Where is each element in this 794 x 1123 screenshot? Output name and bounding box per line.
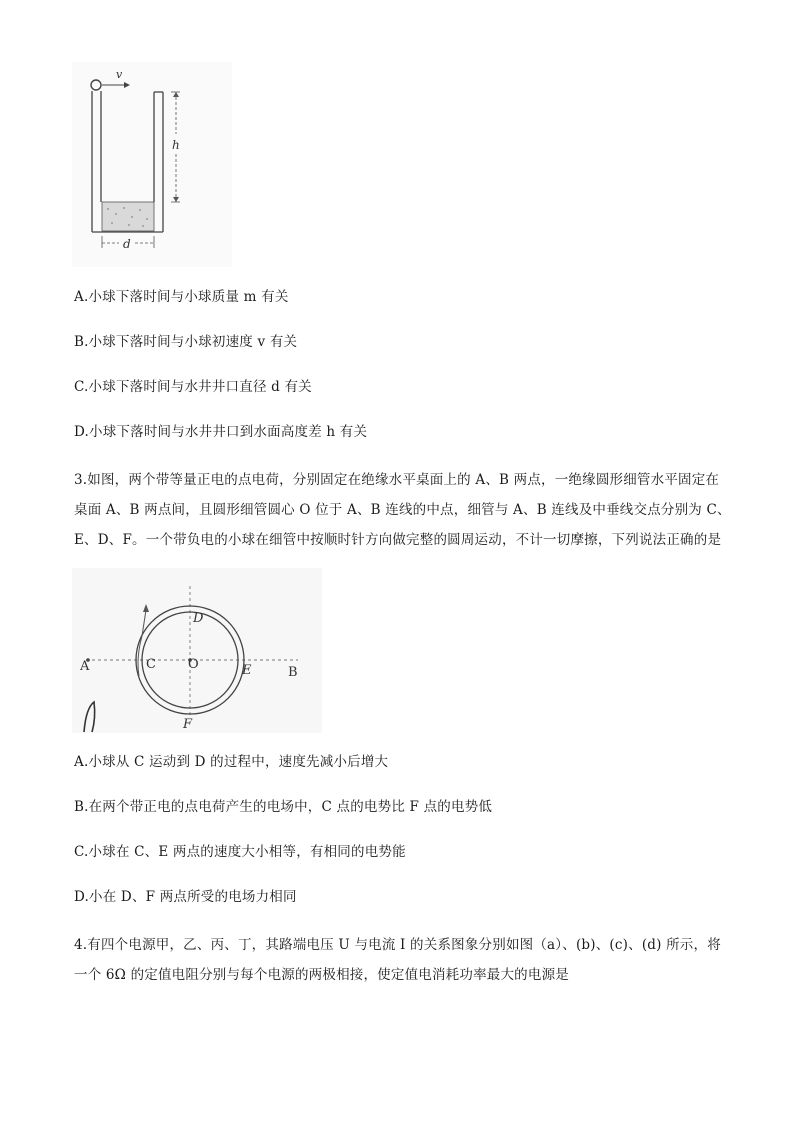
- q3-stem-line: 桌面 A、B 两点间，且圆形细管圆心 O 位于 A、B 连线的中点，细管与 A、B 连线及中垂线交点分别为 C、: [74, 502, 731, 518]
- q4-stem-line: 4.有四个电源甲，乙、丙、丁，其路端电压 U 与电流 I 的关系图象分别如图（a）、(b)、(c)、(d) 所示，将: [74, 937, 721, 953]
- label-a: A: [80, 659, 90, 674]
- q3-option-d: D.小在 D、F 两点所受的电场力相同: [74, 889, 297, 905]
- label-h: h: [172, 138, 180, 152]
- label-c: C: [146, 657, 156, 672]
- well-diagram: [72, 62, 232, 267]
- q4-stem-line: 一个 6Ω 的定值电阻分别与每个电源的两极相接，使定值电消耗功率最大的电源是: [74, 967, 569, 983]
- q2-option-d: D.小球下落时间与水井井口到水面高度差 h 有关: [74, 424, 368, 440]
- label-b: B: [288, 665, 298, 680]
- q3-option-b: B.在两个带正电的点电荷产生的电场中，C 点的电势比 F 点的电势低: [74, 799, 493, 815]
- q2-option-b: B.小球下落时间与小球初速度 v 有关: [74, 334, 298, 350]
- q3-option-a: A.小球从 C 运动到 D 的过程中，速度先减小后增大: [74, 754, 389, 770]
- q2-option-c: C.小球下落时间与水井井口直径 d 有关: [74, 379, 312, 395]
- q3-stem-line: 3.如图，两个带等量正电的点电荷，分别固定在绝缘水平桌面上的 A、B 两点，一绝缘圆形细管水平固定在: [74, 472, 720, 488]
- label-d: D: [193, 611, 204, 626]
- q2-option-a: A.小球下落时间与小球质量 m 有关: [74, 289, 289, 305]
- q3-stem: [74, 465, 731, 555]
- label-v: v: [116, 68, 123, 81]
- q4-stem: [74, 930, 724, 990]
- label-e: E: [242, 663, 252, 678]
- q3-option-c: C.小球在 C、E 两点的速度大小相等，有相同的电势能: [74, 844, 406, 860]
- circle-tube-diagram: [72, 568, 322, 733]
- label-o: O: [188, 657, 199, 672]
- q3-stem-line: E、D、F。一个带负电的小球在细管中按顺时针方向做完整的圆周运动，不计一切摩擦，下列说法正确的是: [74, 532, 722, 548]
- label-d: d: [123, 237, 131, 251]
- water-area: [102, 202, 154, 231]
- label-f: F: [183, 717, 193, 732]
